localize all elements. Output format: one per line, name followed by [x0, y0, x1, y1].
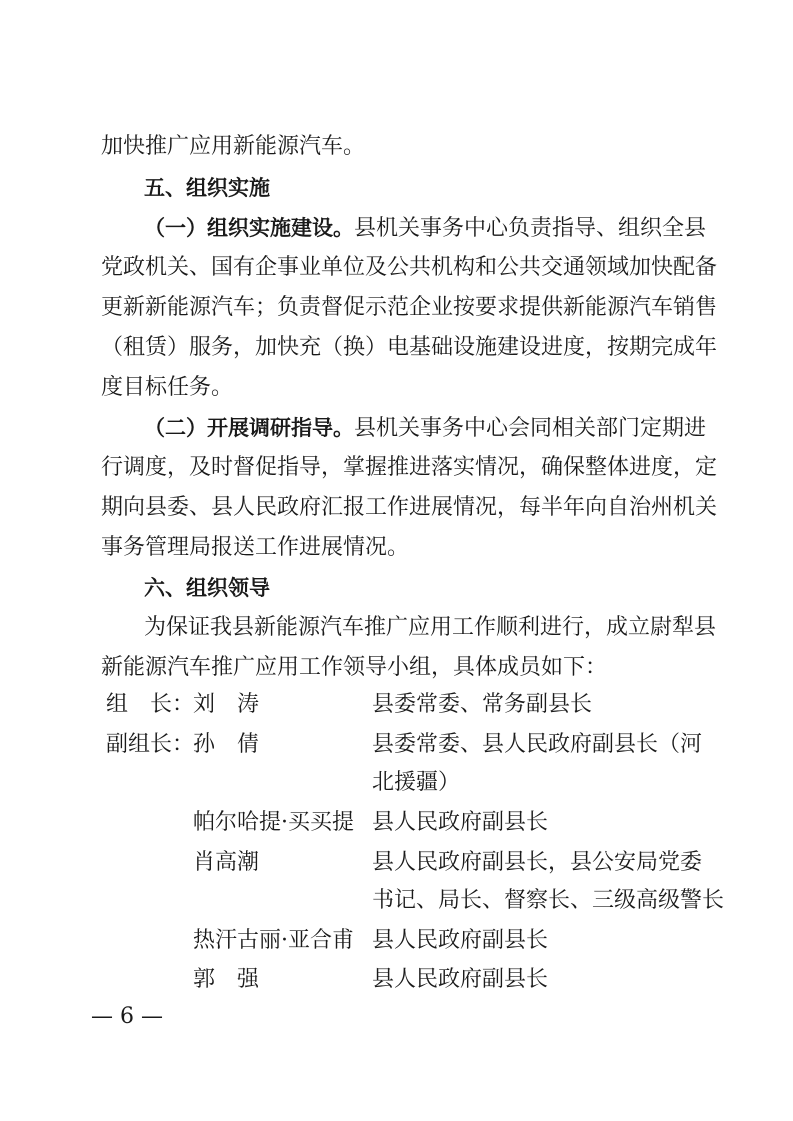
paragraph-line: 为保证我县新能源汽车推广应用工作顺利进行，成立尉犁县	[144, 615, 717, 640]
page-number: — 6 —	[91, 1004, 163, 1029]
section-heading: 五、组织实施	[144, 176, 270, 200]
member-name: 热汗古丽·亚合甫	[193, 928, 354, 953]
section-heading: 六、组织领导	[144, 576, 270, 600]
paragraph-text: 县机关事务中心负责指导、组织全县	[354, 216, 707, 241]
member-title: 县委常委、县人民政府副县长（河	[372, 732, 703, 757]
member-name: 郭 强	[193, 967, 260, 992]
paragraph-line	[144, 413, 707, 444]
paragraph-line: 度目标任务。	[101, 375, 234, 400]
member-role: 组 长：	[106, 692, 195, 717]
member-title: 县人民政府副县长	[372, 810, 549, 835]
member-role: 副组长：	[106, 732, 195, 757]
paragraph-line	[144, 213, 707, 244]
member-name: 肖高潮	[193, 850, 260, 875]
paragraph-line: （租赁）服务，加快充（换）电基础设施建设进度，按期完成年	[101, 335, 718, 360]
paragraph-line: 加快推广应用新能源汽车。	[101, 134, 366, 159]
member-title: 北援疆）	[372, 770, 461, 795]
member-title: 县人民政府副县长	[372, 967, 549, 992]
member-title: 县人民政府副县长，县公安局党委	[372, 850, 703, 875]
paragraph-text: 县机关事务中心会同相关部门定期进	[354, 416, 707, 441]
subheading: （一）组织实施建设。	[144, 216, 354, 240]
paragraph-line: 新能源汽车推广应用工作领导小组，具体成员如下：	[101, 655, 608, 680]
member-title: 县委常委、常务副县长	[372, 692, 593, 717]
paragraph-line: 事务管理局报送工作进展情况。	[101, 535, 410, 560]
member-title: 县人民政府副县长	[372, 928, 549, 953]
member-title: 书记、局长、督察长、三级高级警长	[372, 888, 725, 913]
member-name: 孙 倩	[193, 732, 260, 757]
paragraph-line: 更新新能源汽车；负责督促示范企业按要求提供新能源汽车销售	[101, 295, 718, 320]
subheading: （二）开展调研指导。	[144, 416, 354, 440]
member-name: 刘 涛	[193, 692, 260, 717]
paragraph-line: 期向县委、县人民政府汇报工作进展情况，每半年向自治州机关	[101, 495, 718, 520]
member-name: 帕尔哈提·买买提	[193, 810, 354, 835]
paragraph-line: 党政机关、国有企事业单位及公共机构和公共交通领域加快配备	[101, 255, 718, 280]
paragraph-line: 行调度，及时督促指导，掌握推进落实情况，确保整体进度，定	[101, 455, 718, 480]
